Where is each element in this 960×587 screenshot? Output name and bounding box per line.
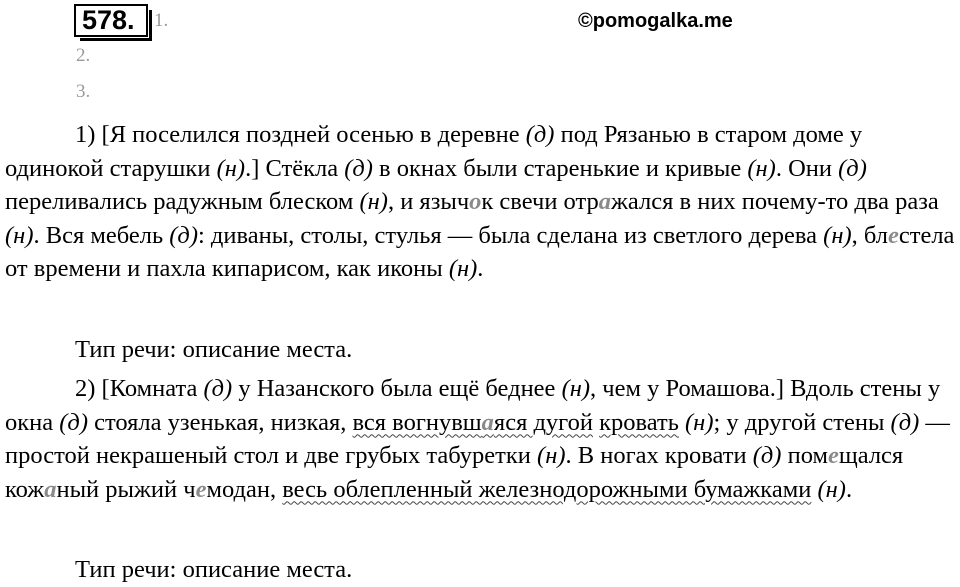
line-number-2: 2. — [76, 45, 91, 66]
participle-phrase: весь облепленный железнодорожными бумажками — [282, 475, 812, 503]
line-number-3: 3. — [76, 81, 91, 102]
mark-n: (н) — [448, 255, 478, 282]
underlined-word: кровать — [599, 408, 679, 436]
mark-n: (н) — [561, 375, 591, 402]
mark-d: (д) — [59, 408, 88, 436]
speech-type-2: Тип речи: описание места. — [75, 556, 353, 583]
highlighted-vowel: а — [44, 475, 57, 503]
mark-n: (н) — [685, 408, 714, 436]
mark-d: (д) — [752, 442, 782, 469]
mark-n: (н) — [823, 221, 852, 249]
highlighted-vowel: е — [888, 221, 899, 249]
mark-n: (н) — [5, 221, 34, 249]
mark-n: (н) — [216, 154, 246, 182]
line-number-1: 1. — [154, 10, 169, 31]
mark-n: (н) — [747, 154, 776, 182]
mark-n: (н) — [817, 475, 846, 503]
highlighted-vowel: е — [195, 475, 207, 503]
mark-d: (д) — [525, 121, 555, 148]
mark-d: (д) — [169, 221, 198, 249]
mark-d: (д) — [203, 375, 233, 402]
speech-type-1: Тип речи: описание места. — [75, 336, 353, 363]
text-paragraph-1: 1) [Я поселился поздней осенью в деревне (д) под Рязанью в старом доме у одинокой старушки (н).] Стёкла (д) в окнах были старенькие и кривые (н). Они (д) переливались радужным блеском (н), и язычок свечи отражался в них почему-то два раза (н). Вся мебель (д): диваны, столы, стулья — была сделана из светлого дерева (н), блестела от времени и пахла кипарисом, как иконы (н). — [5, 121, 955, 282]
highlighted-vowel: о — [469, 188, 482, 215]
mark-d: (д) — [344, 154, 373, 182]
text-paragraph-2: 2) [Комната (д) у Назанского была ещё беднее (н), чем у Ромашова.] Вдоль стены у окна (д) стояла узенькая, низкая, вся вогнувшаяся дугой кровать (н); у другой стены (д) — простой некрашеный стол и две грубых табуретки (н). В ногах кровати (д) помещался кожаный рыжий чемодан, весь облепленный железнодорожными бумажками (н). — [5, 375, 950, 503]
highlighted-vowel: е — [827, 442, 839, 469]
site-watermark: ©pomogalka.me — [578, 10, 733, 32]
mark-d: (д) — [890, 408, 920, 436]
participle-phrase: вся вогнувшаяся дугой — [352, 408, 593, 436]
highlighted-vowel: а — [598, 188, 611, 215]
mark-n: (н) — [359, 188, 388, 215]
highlighted-vowel: а — [481, 408, 494, 436]
mark-d: (д) — [838, 154, 867, 182]
exercise-number: 578. — [74, 4, 148, 37]
mark-n: (н) — [537, 442, 566, 469]
